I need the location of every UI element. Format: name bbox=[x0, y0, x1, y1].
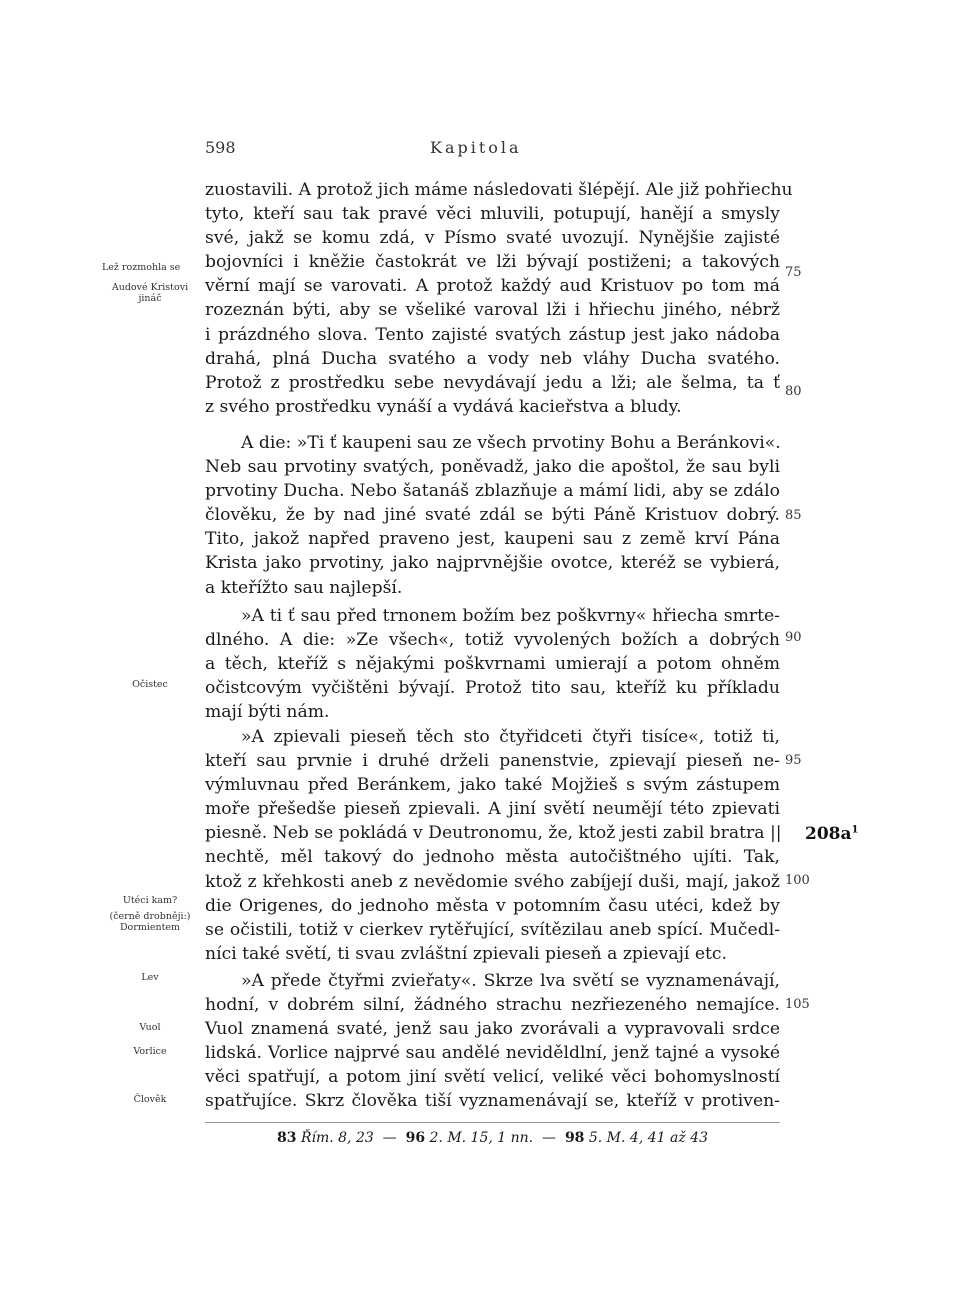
margin-note: Vorlice bbox=[133, 1046, 167, 1057]
margin-note: Lež rozmohla se bbox=[102, 262, 181, 273]
footnote-separator: — bbox=[542, 1130, 557, 1146]
margin-note: (černě drobněji:) Dormientem bbox=[109, 911, 191, 933]
margin-note: Utéci kam? bbox=[122, 895, 178, 906]
text-line: člověku, že by nad jiné svaté zdál se býti Páně Kristuov dobrý. bbox=[205, 505, 780, 526]
text-line: a kteřížto sau najlepší. bbox=[205, 577, 403, 598]
folio-superscript: 1 bbox=[851, 824, 859, 836]
text-line: »A přede čtyřmi zvieřaty«. Skrze lva světí se vyznamenávají, bbox=[241, 971, 780, 991]
text-line: prvotiny Ducha. Nebo šatanáš zblazňuje a mámí lidi, aby se zdálo bbox=[205, 481, 780, 502]
text-line: věci spatřují, a potom jiní světí velicí, veliké věci bohomyslností bbox=[205, 1067, 780, 1088]
text-line: kteří sau prvnie i druhé drželi panenstvie, zpievají pieseň ne- bbox=[205, 751, 780, 772]
text-line: věrní mají se varovati. A protož každý aud Kristuov po tom má bbox=[205, 276, 780, 297]
text-line: lidská. Vorlice najprvé sau andělé neviděldlní, jenž tajné a vysoké bbox=[205, 1043, 780, 1064]
line-number: 95 bbox=[785, 753, 802, 768]
text-line: zuostavili. A protož jich máme následovati šlépějí. Ale již pohřiechu bbox=[205, 180, 793, 200]
paragraph bbox=[205, 431, 780, 600]
text-line: mají býti nám. bbox=[205, 702, 330, 723]
footnote-separator: — bbox=[382, 1130, 397, 1146]
footnotes bbox=[205, 1130, 780, 1146]
text-line: očistcovým vyčištěni bývají. Protož tito sau, kteříž ku příkladu bbox=[205, 678, 780, 699]
text-line: »A ti ť sau před trnonem božím bez poškvrny« hřiecha smrte- bbox=[241, 606, 780, 626]
line-number: 85 bbox=[785, 508, 802, 523]
footnote-line-number: 96 bbox=[405, 1130, 426, 1146]
text-line: Neb sau prvotiny svatých, poněvadž, jako die apoštol, že sau byli bbox=[205, 457, 780, 478]
text-line: Vuol znamená svaté, jenž sau jako zvorávali a vypravovali srdce bbox=[205, 1019, 780, 1040]
text-line: své, jakž se komu zdá, v Písmo svaté uvozují. Nynějšie zajisté bbox=[205, 228, 780, 249]
text-line: piesně. Neb se pokládá v Deutronomu, že, ktož jesti zabil bratra || bbox=[205, 823, 782, 844]
margin-note: Lev bbox=[141, 972, 159, 983]
text-line: A die: »Ti ť kaupeni sau ze všech prvotiny Bohu a Beránkovi«. bbox=[241, 433, 781, 453]
footnote-line-number: 83 bbox=[277, 1130, 297, 1146]
line-number: 90 bbox=[785, 630, 802, 645]
footnote-reference: Řím. 8, 23 bbox=[300, 1130, 374, 1146]
text-line: výmluvnau před Beránkem, jako také Mojžieš s svým zástupem bbox=[205, 775, 780, 796]
text-line: ktož z křehkosti aneb z nevědomie svého zabíjejí duši, mají, jakož bbox=[205, 871, 780, 892]
line-number: 105 bbox=[785, 997, 810, 1012]
margin-note: Vuol bbox=[139, 1022, 161, 1033]
text-line: Tito, jakož napřed praveno jest, kaupeni sau z země krví Pána bbox=[205, 529, 780, 550]
folio-mark bbox=[805, 824, 858, 844]
line-number: 80 bbox=[785, 384, 802, 399]
text-line: nechtě, měl takový do jednoho města autočištného ujíti. Tak, bbox=[205, 847, 780, 868]
paragraph bbox=[205, 604, 780, 724]
text-line: drahá, plná Ducha svatého a vody neb vláhy Ducha svatého. bbox=[205, 348, 780, 369]
text-line: spatřujíce. Skrz člověka tiší vyznamenávají se, kteříž v protiven- bbox=[205, 1091, 780, 1112]
margin-note: Očistec bbox=[132, 679, 168, 690]
text-line: rozeznán býti, aby se všeliké varoval lži i hřiechu jiného, nébrž bbox=[205, 300, 780, 321]
text-line: a těch, kteříž s nějakými poškvrnami umierají a potom ohněm bbox=[205, 654, 780, 675]
text-line: bojovníci i kněžie častokrát ve lži bývají postiženi; a takových bbox=[205, 252, 780, 273]
line-number: 75 bbox=[785, 265, 802, 280]
text-line: Krista jako prvotiny, jako najprvnějšie ovotce, kteréž se vybierá, bbox=[205, 553, 780, 574]
text-line: moře přešedše pieseň zpievali. A jiní světí neumějí této zpievati bbox=[205, 799, 780, 820]
text-line: dlného. A die: »Ze všech«, totiž vyvolených božích a dobrých bbox=[205, 630, 780, 651]
running-head: Kapitola bbox=[430, 138, 522, 157]
text-line: i prázdného slova. Tento zajisté svatých zástup jest jako nádoba bbox=[205, 324, 780, 345]
text-line: z svého prostředku vynáší a vydává kacieřstva a bludy. bbox=[205, 396, 682, 417]
footnote-rule bbox=[205, 1122, 780, 1123]
text-line: níci také světí, ti svau zvláštní zpievali pieseň a zpievají etc. bbox=[205, 943, 728, 964]
footnote-reference: 2. M. 15, 1 nn. bbox=[429, 1130, 534, 1146]
paragraph bbox=[205, 178, 793, 419]
text-line: se očistili, totiž v cierkev rytěřující, svítězilau aneb spící. Mučedl- bbox=[205, 919, 780, 940]
text-line: hodní, v dobrém silní, žádného strachu nezřiezeného nemajíce. bbox=[205, 995, 780, 1016]
footnote-reference: 5. M. 4, 41 až 43 bbox=[588, 1130, 708, 1146]
line-number: 100 bbox=[785, 873, 810, 888]
margin-note: Člověk bbox=[133, 1094, 167, 1105]
paragraph bbox=[205, 969, 780, 1114]
folio-text: 208a bbox=[805, 824, 852, 844]
footnote-line-number: 98 bbox=[564, 1130, 585, 1146]
text-line: Protož z prostředku sebe nevydávají jedu a lži; ale šelma, ta ť bbox=[205, 372, 780, 393]
text-line: tyto, kteří sau tak pravé věci mluvili, potupují, hanějí a smysly bbox=[205, 204, 780, 225]
page-number: 598 bbox=[205, 138, 236, 157]
paragraph bbox=[205, 725, 780, 966]
margin-note: Audové Kristovi jináč bbox=[111, 282, 189, 304]
text-line: die Origenes, do jednoho města v potomním času utéci, kdež by bbox=[205, 895, 780, 916]
text-line: »A zpievali pieseň těch sto čtyřidceti čtyři tisíce«, totiž ti, bbox=[241, 727, 780, 747]
